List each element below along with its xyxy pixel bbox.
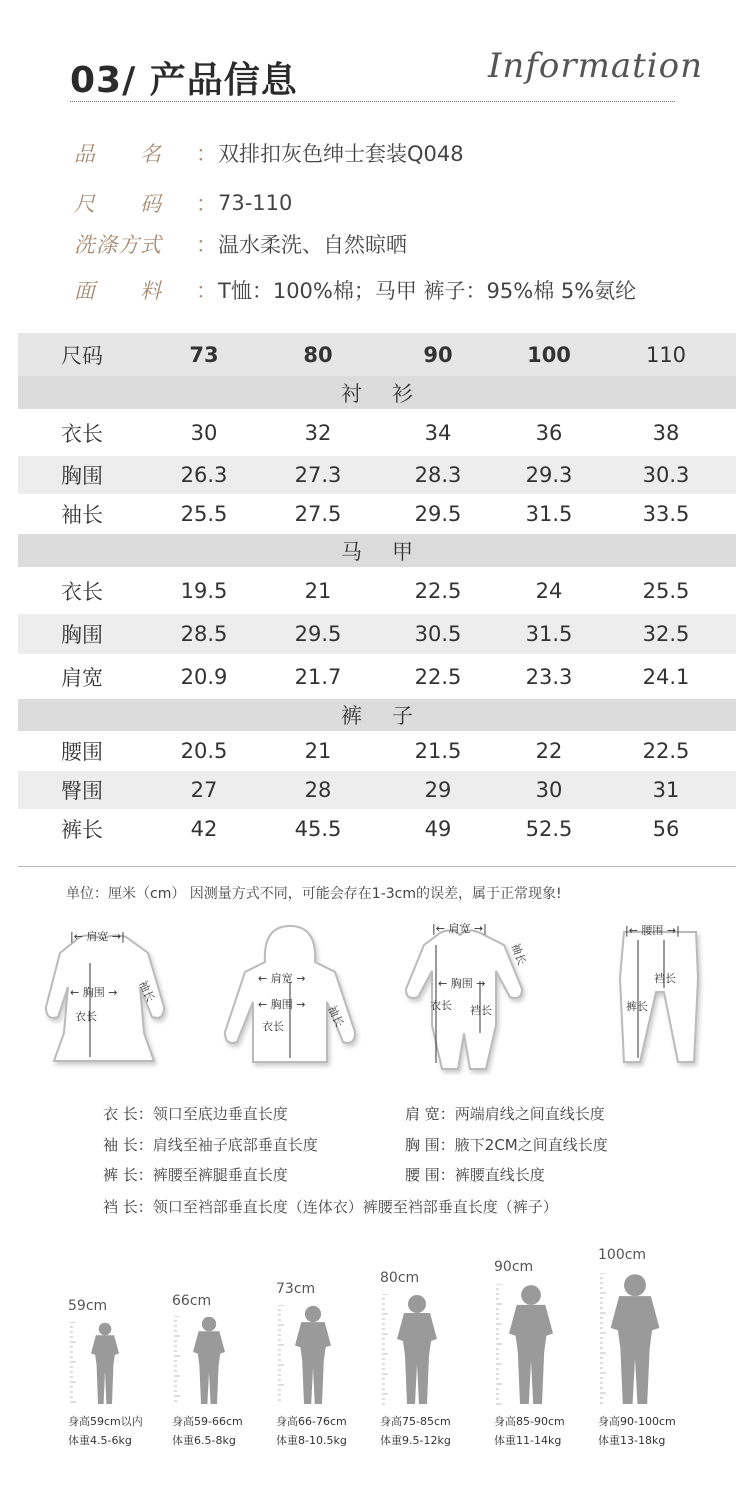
definition-term: 裤 长： [103,1166,153,1184]
kid-caption-height: 身高59-66cm [172,1415,243,1428]
kid-silhouette [70,1322,170,1410]
info-value: 温水柔洗、自然晾晒 [218,233,407,257]
header-cell: 尺码 [61,343,103,368]
value-cell: 56 [652,816,680,841]
value-cell: 52.5 [525,816,573,841]
kid-silhouette [600,1273,700,1410]
value-cell: 31.5 [525,622,573,646]
pants-length-label: 裤长 [626,1000,648,1013]
value-cell: 22.5 [414,664,462,689]
romper-chest-label: ← 胸围 → [438,977,486,990]
value-cell: 21 [304,739,332,763]
value-cell: 30 [190,420,218,445]
value-cell: 25.5 [180,502,228,526]
kid-caption [68,1412,143,1450]
row-label-cell: 胸围 [61,623,103,647]
value-cell: 26.3 [180,463,228,487]
definition-desc: 裤腰直线长度 [454,1166,545,1184]
value-cell: 32 [304,420,332,445]
kid-caption-weight: 体重9.5-12kg [380,1434,451,1447]
table-row [18,809,736,848]
kid-caption-weight: 体重13-18kg [598,1434,666,1447]
value-cell: 30 [535,778,563,802]
definition-desc: 两端肩线之间直线长度 [454,1105,605,1123]
value-cell: 19.5 [180,578,228,603]
kid-caption [494,1412,565,1450]
jacket-sleeve-label: 袖长 [325,1003,347,1029]
jacket-chest-label: ← 胸围 → [258,998,306,1011]
romper-crotch-label: 裆长 [470,1004,492,1017]
definition-item [103,1103,288,1124]
header-cell: 110 [645,342,687,367]
table-divider [18,866,736,867]
info-label: 洗涤方式 [74,233,162,257]
definition-item [103,1196,558,1217]
value-cell: 22.5 [642,739,690,763]
info-label: 品 名 [74,142,162,166]
kid-silhouette [278,1305,378,1410]
value-cell: 49 [424,816,452,841]
kid-caption-weight: 体重4.5-6kg [68,1434,132,1447]
shirt-chest-label: ← 胸围 → [70,986,118,999]
value-cell: 38 [652,420,680,445]
header-cell: 80 [303,342,333,367]
info-label: 面 料 [74,279,162,303]
row-label-cell: 腰围 [61,740,103,764]
header-cell: 100 [527,342,571,367]
row-label-cell: 臀围 [61,779,103,803]
table-row [18,456,736,494]
value-cell: 29.5 [414,502,462,526]
value-cell: 31 [652,778,680,802]
shirt-length-label: 衣长 [75,1010,97,1023]
unit-note: 单位：厘米（cm） 因测量方式不同，可能会存在1-3cm的误差，属于正常现象! [66,886,562,902]
row-label-cell: 衣长 [61,579,103,604]
kid-silhouette [382,1294,482,1410]
kid-caption-height: 身高90-100cm [598,1415,676,1428]
size-table [18,333,736,848]
definition-item [405,1164,545,1185]
kid-silhouette [174,1316,274,1410]
kid-caption-height: 身高66-76cm [276,1415,347,1428]
definition-item [103,1164,288,1185]
definition-item [103,1134,318,1155]
value-cell: 30.3 [642,463,690,487]
info-label: 尺 码 [74,192,162,216]
kid-height-label: 80cm [380,1270,420,1286]
definition-desc: 裤腰至裤腿垂直长度 [152,1166,288,1184]
value-cell: 21 [304,578,332,603]
shirt-sleeve-label: 袖长 [136,978,158,1004]
value-cell: 20.9 [180,664,228,689]
kid-caption-height: 身高75-85cm [380,1415,451,1428]
definition-term: 胸 围： [405,1136,455,1154]
value-cell: 31.5 [525,502,573,526]
value-cell: 33.5 [642,502,690,526]
script-heading: Information [488,46,704,86]
definition-term: 肩 宽： [405,1105,455,1123]
row-label-cell: 衣长 [61,421,103,446]
table-row [18,409,736,456]
value-cell: 42 [190,816,218,841]
info-value: 双排扣灰色绅士套装Q048 [218,142,464,166]
page-title: 03/ 产品信息 [70,60,298,101]
row-label-cell: 胸围 [61,464,103,488]
info-value: T恤：100%棉；马甲 裤子：95%棉 5%氨纶 [218,279,637,303]
info-row-size [74,188,292,218]
value-cell: 29 [424,778,452,802]
value-cell: 21.7 [294,664,342,689]
value-cell: 24.1 [642,664,690,689]
info-colon: ： [196,233,217,257]
value-cell: 34 [424,420,452,445]
value-cell: 22 [535,739,563,763]
romper-length-label: 衣长 [430,999,452,1012]
kid-height-label: 73cm [276,1281,316,1297]
kid-caption-weight: 体重11-14kg [494,1434,562,1447]
value-cell: 25.5 [642,578,690,603]
value-cell: 23.3 [525,664,573,689]
value-cell: 22.5 [414,578,462,603]
value-cell: 20.5 [180,739,228,763]
definition-term: 袖 长： [103,1136,153,1154]
value-cell: 29.5 [294,622,342,646]
info-row-wash [74,229,407,259]
romper-sleeve-label: 袖长 [508,941,529,967]
info-value: 73-110 [218,191,293,215]
kid-caption-height: 身高85-90cm [494,1415,565,1428]
value-cell: 29.3 [525,463,573,487]
kid-height-label: 90cm [494,1259,534,1275]
definition-item [405,1103,605,1124]
romper-shoulder-label: |← 肩宽 →| [432,922,487,935]
kid-caption-weight: 体重8-10.5kg [276,1434,347,1447]
value-cell: 27.5 [294,502,342,526]
definition-item [405,1134,608,1155]
row-label-cell: 袖长 [61,503,103,527]
kid-caption [276,1412,347,1450]
pants-illustration [610,918,710,1070]
value-cell: 28.5 [180,622,228,646]
definition-desc: 腋下2CM之间直线长度 [454,1136,608,1154]
value-cell: 30.5 [414,622,462,646]
table-row [18,567,736,614]
info-colon: ： [196,192,217,216]
value-cell: 28.3 [414,463,462,487]
jacket-shoulder-label: ← 肩宽 → [258,972,306,985]
header-cell: 90 [423,342,453,367]
definition-term: 裆 长： [103,1198,153,1216]
info-colon: ： [196,142,217,166]
kid-height-label: 100cm [598,1247,647,1263]
kid-caption-weight: 体重6.5-8kg [172,1434,236,1447]
table-header-row [18,333,736,376]
info-colon: ： [196,279,217,303]
value-cell: 45.5 [294,816,342,841]
table-row [18,494,736,534]
header-divider [70,101,675,102]
table-section-row: 裤子 [18,699,736,731]
value-cell: 21.5 [414,739,462,763]
kid-silhouette [496,1284,596,1410]
table-row [18,614,736,654]
kid-caption-height: 身高59cm以内 [68,1415,143,1428]
info-row-name [74,138,464,168]
kid-caption [172,1412,243,1450]
table-row [18,654,736,699]
table-row [18,771,736,809]
kid-height-label: 66cm [172,1293,212,1309]
definition-desc: 领口至底边垂直长度 [152,1105,288,1123]
table-section-row: 衬衫 [18,376,736,409]
definition-desc: 领口至裆部垂直长度（连体衣）裤腰至裆部垂直长度（裤子） [152,1198,558,1216]
definition-desc: 肩线至袖子底部垂直长度 [152,1136,318,1154]
definition-term: 腰 围： [405,1166,455,1184]
table-row [18,731,736,771]
row-label-cell: 肩宽 [61,665,103,690]
info-row-fabric [74,275,636,305]
header-cell: 73 [189,342,219,367]
value-cell: 24 [535,578,563,603]
pants-waist-label: |← 腰围 →| [625,924,680,937]
value-cell: 32.5 [642,622,690,646]
kid-caption [598,1412,676,1450]
romper-illustration [400,915,540,1075]
value-cell: 36 [535,420,563,445]
row-label-cell: 裤长 [61,817,103,842]
kid-caption [380,1412,451,1450]
value-cell: 27.3 [294,463,342,487]
table-section-row: 马甲 [18,534,736,567]
pants-crotch-label: 裆长 [654,972,676,985]
definition-term: 衣 长： [103,1105,153,1123]
kid-height-label: 59cm [68,1298,108,1314]
value-cell: 28 [304,778,332,802]
jacket-length-label: 衣长 [262,1020,284,1033]
shirt-shoulder-label: |← 肩宽 →| [70,930,125,943]
value-cell: 27 [190,778,218,802]
